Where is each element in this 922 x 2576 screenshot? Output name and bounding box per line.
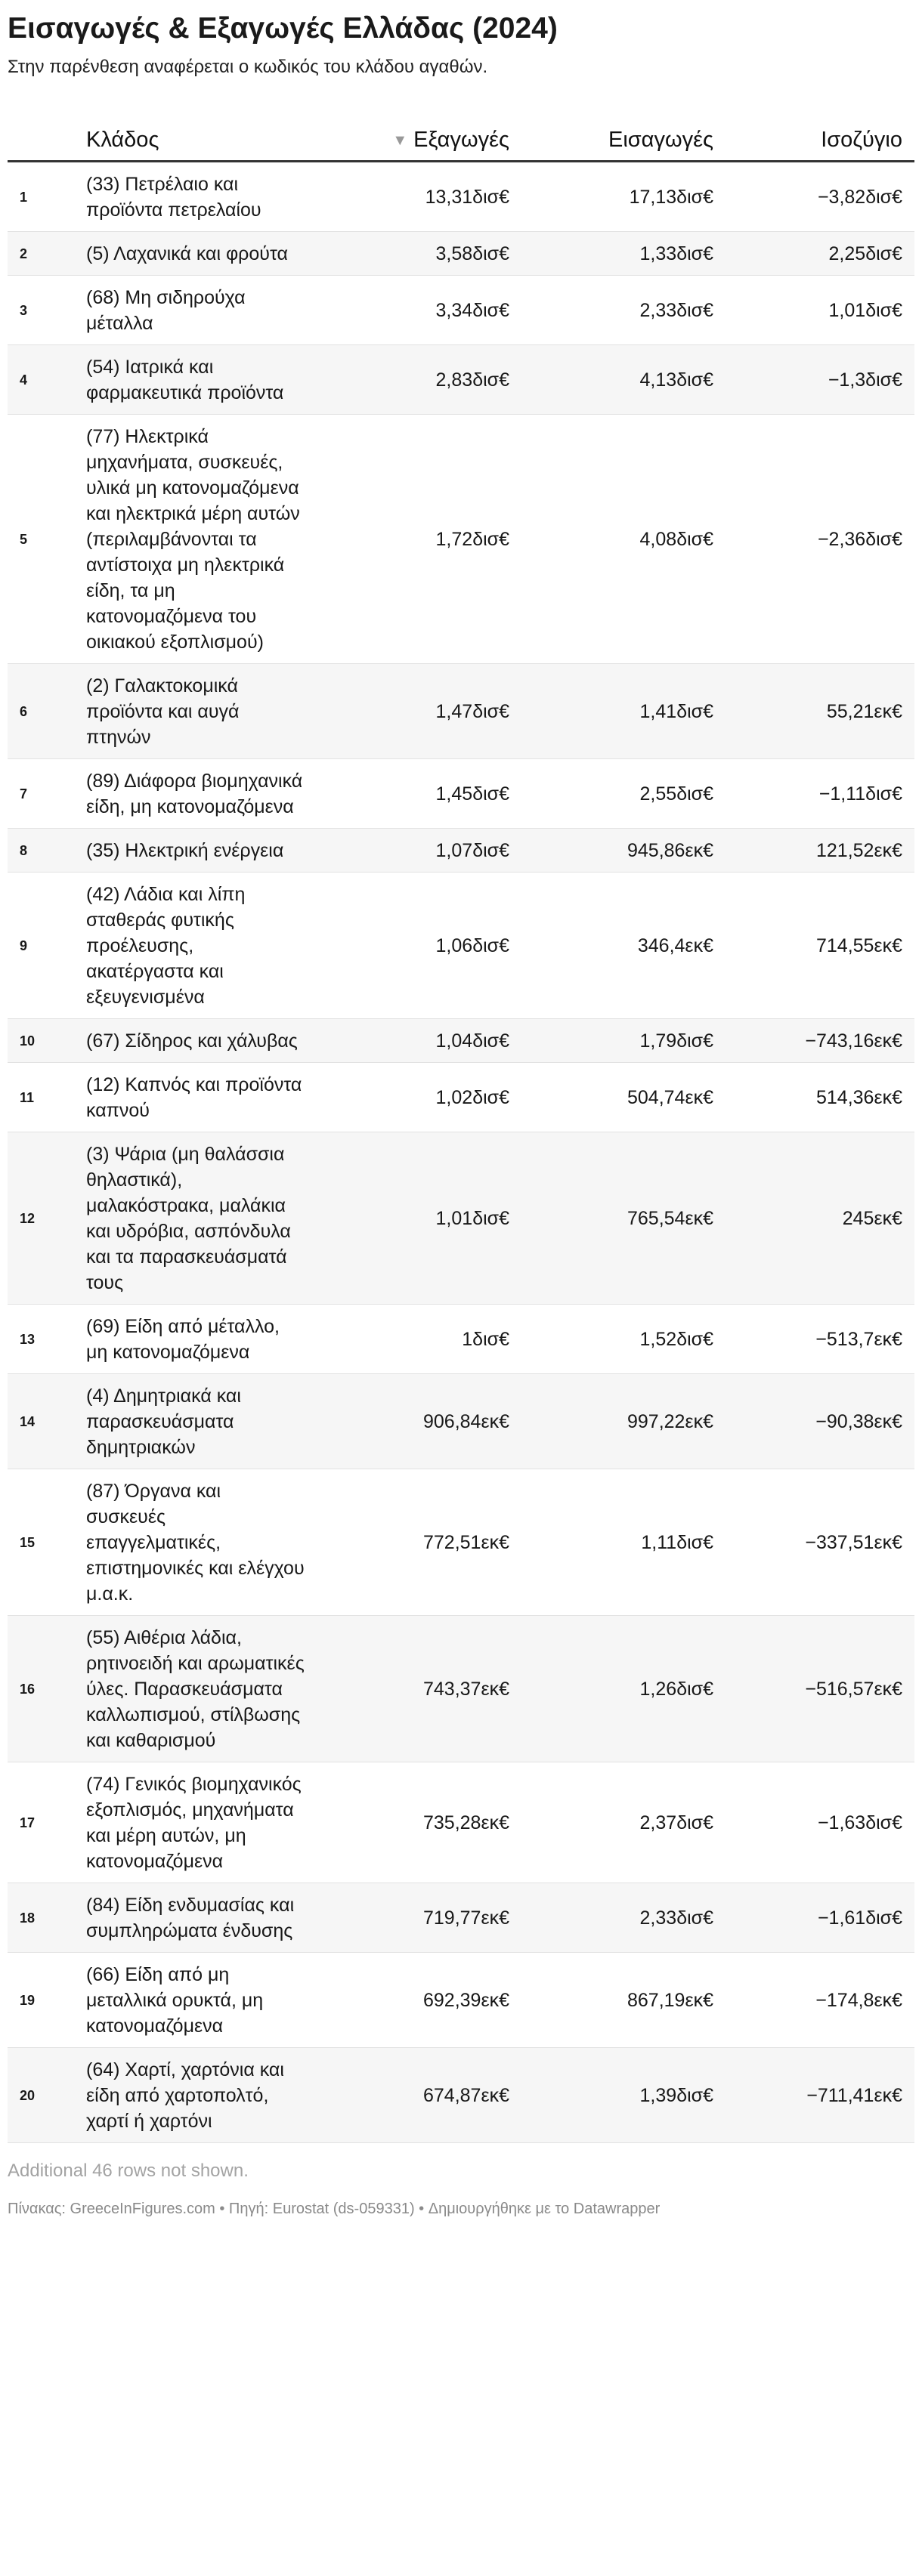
rank-cell: 8 xyxy=(8,829,86,873)
table-row xyxy=(8,232,914,276)
balance-cell: −1,11δισ€ xyxy=(726,759,914,829)
table-row xyxy=(8,1063,914,1132)
imports-cell: 2,55δισ€ xyxy=(521,759,726,829)
balance-cell: −90,38εκ€ xyxy=(726,1374,914,1469)
table-row xyxy=(8,1953,914,2048)
sector-cell: (33) Πετρέλαιο και προϊόντα πετρελαίου xyxy=(86,162,310,232)
exports-cell: 772,51εκ€ xyxy=(310,1469,521,1616)
sector-cell: (66) Είδη από μη μεταλλικά ορυκτά, μη κατονομαζόμενα xyxy=(86,1953,310,2048)
rank-cell: 12 xyxy=(8,1132,86,1305)
table-row xyxy=(8,2048,914,2143)
sector-cell: (5) Λαχανικά και φρούτα xyxy=(86,232,310,276)
sector-column-header[interactable] xyxy=(86,106,310,162)
exports-cell: 1,47δισ€ xyxy=(310,664,521,759)
table-row xyxy=(8,1305,914,1374)
balance-cell: −711,41εκ€ xyxy=(726,2048,914,2143)
table-row xyxy=(8,664,914,759)
table-body xyxy=(8,162,914,2143)
exports-cell: 719,77εκ€ xyxy=(310,1883,521,1953)
sort-descending-icon: ▼ xyxy=(392,132,408,149)
balance-cell: −174,8εκ€ xyxy=(726,1953,914,2048)
imports-cell: 2,33δισ€ xyxy=(521,1883,726,1953)
sector-cell: (54) Ιατρικά και φαρμακευτικά προϊόντα xyxy=(86,345,310,415)
table-row xyxy=(8,415,914,664)
imports-cell: 1,41δισ€ xyxy=(521,664,726,759)
sector-cell: (4) Δημητριακά και παρασκευάσματα δημητριακών xyxy=(86,1374,310,1469)
exports-cell: 735,28εκ€ xyxy=(310,1762,521,1883)
data-table xyxy=(8,106,914,2143)
balance-cell: 514,36εκ€ xyxy=(726,1063,914,1132)
exports-cell: 1,06δισ€ xyxy=(310,873,521,1019)
imports-cell: 765,54εκ€ xyxy=(521,1132,726,1305)
rank-cell: 6 xyxy=(8,664,86,759)
balance-cell: 245εκ€ xyxy=(726,1132,914,1305)
imports-cell: 504,74εκ€ xyxy=(521,1063,726,1132)
exports-cell: 692,39εκ€ xyxy=(310,1953,521,2048)
imports-cell: 867,19εκ€ xyxy=(521,1953,726,2048)
exports-cell: 1,07δισ€ xyxy=(310,829,521,873)
rank-cell: 7 xyxy=(8,759,86,829)
rank-column-header xyxy=(8,106,86,162)
table-row xyxy=(8,759,914,829)
source-footer: Πίνακας: GreeceInFigures.com • Πηγή: Eurostat (ds-059331) • Δημιουργήθηκε με το Datawrapper xyxy=(8,2201,661,2217)
table-row xyxy=(8,162,914,232)
exports-cell: 3,34δισ€ xyxy=(310,276,521,345)
imports-cell: 1,52δισ€ xyxy=(521,1305,726,1374)
imports-cell: 1,33δισ€ xyxy=(521,232,726,276)
rank-cell: 15 xyxy=(8,1469,86,1616)
table-row xyxy=(8,1616,914,1762)
exports-cell: 674,87εκ€ xyxy=(310,2048,521,2143)
table-row xyxy=(8,1883,914,1953)
imports-cell: 945,86εκ€ xyxy=(521,829,726,873)
sector-cell: (74) Γενικός βιομηχανικός εξοπλισμός, μηχανήματα και μέρη αυτών, μη κατονομαζόμενα xyxy=(86,1762,310,1883)
exports-cell: 1,45δισ€ xyxy=(310,759,521,829)
exports-header-label: Εξαγωγές xyxy=(413,128,509,152)
table-row xyxy=(8,276,914,345)
balance-cell: −337,51εκ€ xyxy=(726,1469,914,1616)
balance-cell: −513,7εκ€ xyxy=(726,1305,914,1374)
rank-cell: 10 xyxy=(8,1019,86,1063)
sector-cell: (3) Ψάρια (μη θαλάσσια θηλαστικά), μαλακόστρακα, μαλάκια και υδρόβια, ασπόνδυλα και τα παρασκευάσματά τους xyxy=(86,1132,310,1305)
table-row xyxy=(8,345,914,415)
imports-cell: 4,13δισ€ xyxy=(521,345,726,415)
sector-cell: (84) Είδη ενδυμασίας και συμπληρώματα ένδυσης xyxy=(86,1883,310,1953)
rank-cell: 9 xyxy=(8,873,86,1019)
rank-cell: 18 xyxy=(8,1883,86,1953)
exports-cell: 743,37εκ€ xyxy=(310,1616,521,1762)
balance-cell: −516,57εκ€ xyxy=(726,1616,914,1762)
balance-cell: 2,25δισ€ xyxy=(726,232,914,276)
exports-cell: 1,01δισ€ xyxy=(310,1132,521,1305)
table-row xyxy=(8,1762,914,1883)
exports-cell: 1,02δισ€ xyxy=(310,1063,521,1132)
rank-cell: 13 xyxy=(8,1305,86,1374)
table-row xyxy=(8,829,914,873)
balance-cell: 1,01δισ€ xyxy=(726,276,914,345)
rank-cell: 2 xyxy=(8,232,86,276)
imports-cell: 346,4εκ€ xyxy=(521,873,726,1019)
sector-cell: (67) Σίδηρος και χάλυβας xyxy=(86,1019,310,1063)
imports-cell: 1,26δισ€ xyxy=(521,1616,726,1762)
exports-cell: 906,84εκ€ xyxy=(310,1374,521,1469)
rows-hidden-note: Additional 46 rows not shown. xyxy=(8,2161,249,2181)
sector-cell: (68) Μη σιδηρούχα μέταλλα xyxy=(86,276,310,345)
table-row xyxy=(8,1132,914,1305)
imports-header-label: Εισαγωγές xyxy=(608,128,713,152)
rank-cell: 5 xyxy=(8,415,86,664)
sector-cell: (42) Λάδια και λίπη σταθεράς φυτικής προέλευσης, ακατέργαστα και εξευγενισμένα xyxy=(86,873,310,1019)
sector-cell: (89) Διάφορα βιομηχανικά είδη, μη κατονομαζόμενα xyxy=(86,759,310,829)
balance-cell: −1,3δισ€ xyxy=(726,345,914,415)
balance-column-header[interactable] xyxy=(726,106,914,162)
balance-cell: −3,82δισ€ xyxy=(726,162,914,232)
rank-cell: 1 xyxy=(8,162,86,232)
table-row xyxy=(8,873,914,1019)
imports-cell: 2,37δισ€ xyxy=(521,1762,726,1883)
imports-cell: 4,08δισ€ xyxy=(521,415,726,664)
imports-cell: 1,11δισ€ xyxy=(521,1469,726,1616)
imports-cell: 17,13δισ€ xyxy=(521,162,726,232)
balance-cell: −743,16εκ€ xyxy=(726,1019,914,1063)
rank-cell: 19 xyxy=(8,1953,86,2048)
rank-cell: 14 xyxy=(8,1374,86,1469)
imports-cell: 997,22εκ€ xyxy=(521,1374,726,1469)
imports-cell: 1,79δισ€ xyxy=(521,1019,726,1063)
sector-cell: (87) Όργανα και συσκευές επαγγελματικές, επιστημονικές και ελέγχου μ.α.κ. xyxy=(86,1469,310,1616)
balance-cell: −1,61δισ€ xyxy=(726,1883,914,1953)
imports-cell: 2,33δισ€ xyxy=(521,276,726,345)
balance-cell: 121,52εκ€ xyxy=(726,829,914,873)
rank-cell: 16 xyxy=(8,1616,86,1762)
sector-cell: (2) Γαλακτοκομικά προϊόντα και αυγά πτηνών xyxy=(86,664,310,759)
table-row xyxy=(8,1019,914,1063)
balance-cell: 714,55εκ€ xyxy=(726,873,914,1019)
page-subtitle: Στην παρένθεση αναφέρεται ο κωδικός του κλάδου αγαθών. xyxy=(8,57,488,77)
sector-cell: (69) Είδη από μέταλλο, μη κατονομαζόμενα xyxy=(86,1305,310,1374)
balance-cell: −2,36δισ€ xyxy=(726,415,914,664)
exports-cell: 3,58δισ€ xyxy=(310,232,521,276)
exports-cell: 1δισ€ xyxy=(310,1305,521,1374)
sector-header-label: Κλάδος xyxy=(86,128,159,152)
rank-cell: 17 xyxy=(8,1762,86,1883)
balance-cell: −1,63δισ€ xyxy=(726,1762,914,1883)
sector-cell: (35) Ηλεκτρική ενέργεια xyxy=(86,829,310,873)
balance-cell: 55,21εκ€ xyxy=(726,664,914,759)
imports-column-header[interactable] xyxy=(521,106,726,162)
exports-column-header[interactable] xyxy=(310,106,521,162)
rank-cell: 20 xyxy=(8,2048,86,2143)
sector-cell: (77) Ηλεκτρικά μηχανήματα, συσκευές, υλικά μη κατονομαζόμενα και ηλεκτρικά μέρη αυτών (περιλαμβάνονται τα αντίστοιχα μη ηλεκτρικά είδη, τα μη κατονομαζόμενα του οικιακού εξοπλισμού) xyxy=(86,415,310,664)
rank-cell: 3 xyxy=(8,276,86,345)
sector-cell: (64) Χαρτί, χαρτόνια και είδη από χαρτοπολτό, χαρτί ή χαρτόνι xyxy=(86,2048,310,2143)
rank-cell: 11 xyxy=(8,1063,86,1132)
exports-cell: 1,72δισ€ xyxy=(310,415,521,664)
table-header-row xyxy=(8,106,914,162)
table-row xyxy=(8,1469,914,1616)
exports-cell: 13,31δισ€ xyxy=(310,162,521,232)
rank-cell: 4 xyxy=(8,345,86,415)
exports-cell: 1,04δισ€ xyxy=(310,1019,521,1063)
balance-header-label: Ισοζύγιο xyxy=(821,128,902,152)
exports-cell: 2,83δισ€ xyxy=(310,345,521,415)
imports-cell: 1,39δισ€ xyxy=(521,2048,726,2143)
table-row xyxy=(8,1374,914,1469)
sector-cell: (12) Καπνός και προϊόντα καπνού xyxy=(86,1063,310,1132)
sector-cell: (55) Αιθέρια λάδια, ρητινοειδή και αρωματικές ύλες. Παρασκευάσματα καλλωπισμού, στίλβωσης και καθαρισμού xyxy=(86,1616,310,1762)
page-title: Εισαγωγές & Εξαγωγές Ελλάδας (2024) xyxy=(8,12,558,45)
